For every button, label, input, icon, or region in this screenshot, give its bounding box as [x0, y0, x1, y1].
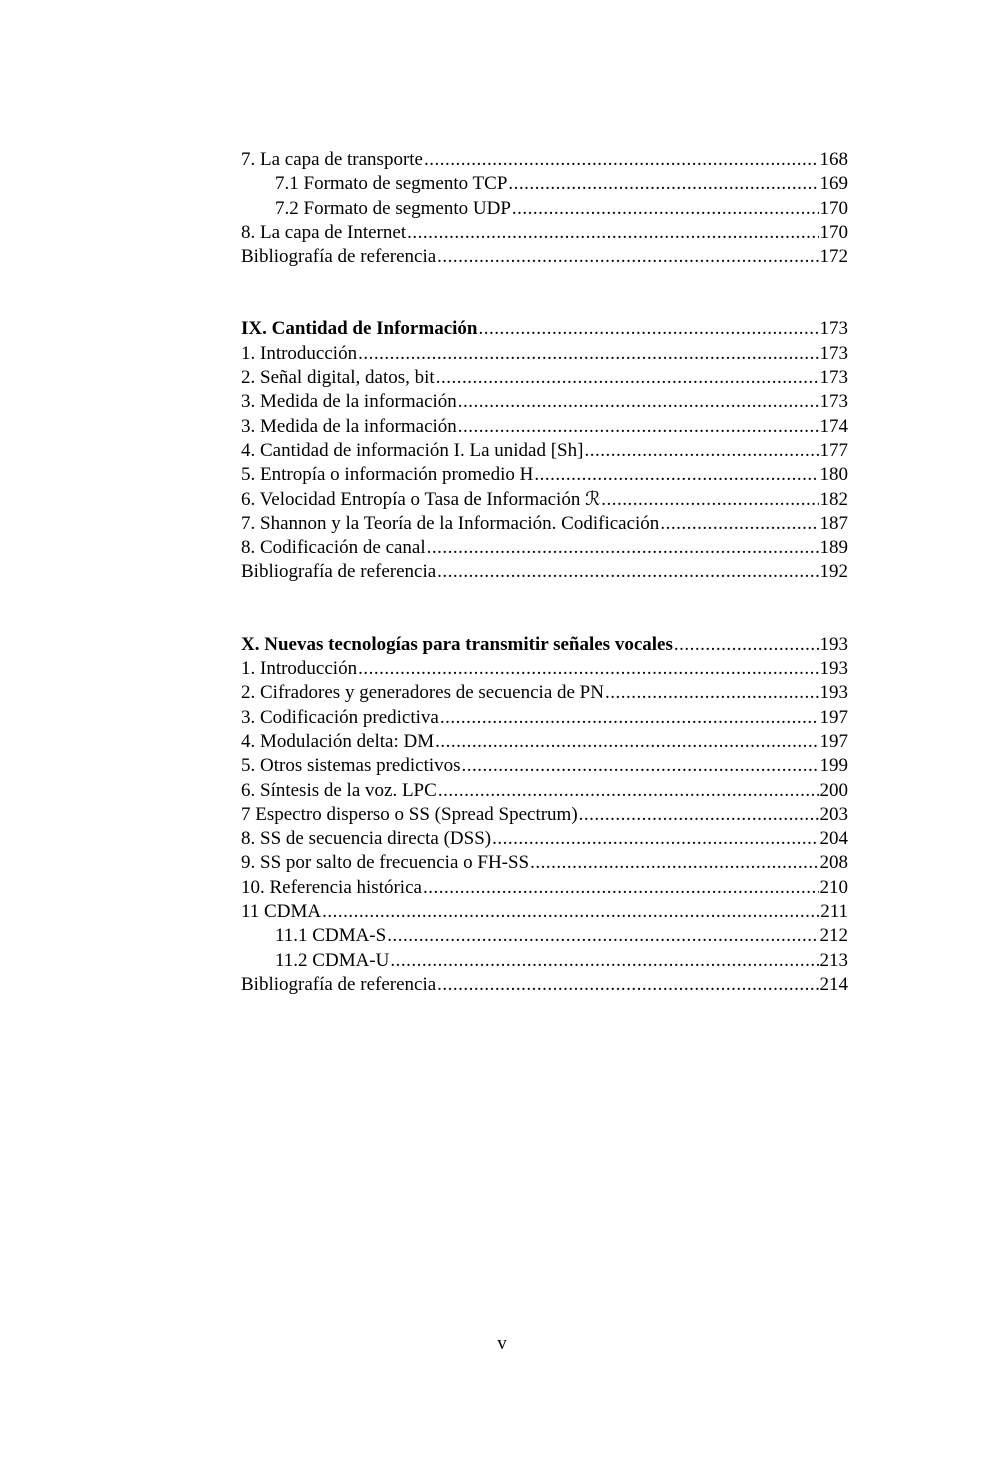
toc-page-number: 193 [819, 682, 848, 704]
toc-entry [241, 827, 848, 851]
dot-leader [492, 827, 818, 851]
toc-entry [241, 706, 848, 730]
toc-entry-title: 1. Introducción [241, 658, 358, 680]
toc-page-number: 204 [819, 828, 848, 850]
toc-entry [241, 681, 848, 705]
toc-entry [241, 342, 848, 366]
toc-entry-title: 7.1 Formato de segmento TCP [275, 173, 508, 195]
dot-leader [437, 245, 818, 269]
dot-leader [437, 973, 818, 997]
toc-entry-title: 8. La capa de Internet [241, 221, 407, 243]
toc-entry-title: X. Nuevas tecnologías para transmitir señales vocales [241, 633, 673, 655]
dot-leader [462, 754, 819, 778]
dot-leader [512, 197, 819, 221]
dot-leader [437, 560, 818, 584]
toc-entry [241, 439, 848, 463]
toc-page-number: 193 [819, 658, 848, 680]
toc-entry-title: Bibliografía de referencia [241, 246, 437, 268]
toc-section [241, 633, 848, 997]
dot-leader [435, 730, 818, 754]
dot-leader [424, 148, 819, 172]
toc-entry-title: 5. Entropía o información promedio H [241, 464, 534, 486]
toc-page-number: 177 [819, 439, 848, 461]
toc-entry [241, 803, 848, 827]
toc-entry [241, 172, 848, 196]
toc-entry-title: 4. Cantidad de información I. La unidad [Sh] [241, 439, 584, 461]
toc-entry-title: 6. Síntesis de la voz. LPC [241, 779, 437, 801]
toc-entry [241, 900, 848, 924]
toc-page-number: 210 [819, 876, 848, 898]
toc-page-number: 197 [819, 730, 848, 752]
toc-page-number: 173 [819, 391, 848, 413]
toc-page-number: 208 [819, 852, 848, 874]
toc-page-number: 192 [819, 561, 848, 583]
toc-entry-title: 7 Espectro disperso o SS (Spread Spectrum) [241, 803, 578, 825]
toc-entry [241, 415, 848, 439]
toc-page-number: 197 [819, 706, 848, 728]
toc-entry-title: 4. Modulación delta: DM [241, 730, 435, 752]
toc-entry [241, 245, 848, 269]
toc-entry [241, 390, 848, 414]
toc-entry-title: 8. SS de secuencia directa (DSS) [241, 828, 492, 850]
toc-entry-title: 6. Velocidad Entropía o Tasa de Información ℛ [241, 488, 601, 510]
toc-page-number: 170 [819, 221, 848, 243]
toc-page-number: 187 [819, 512, 848, 534]
toc-page-number: 193 [819, 633, 848, 655]
toc-chapter-heading [241, 317, 848, 341]
toc-entry-title: 10. Referencia histórica [241, 876, 422, 898]
toc-entry [241, 779, 848, 803]
dot-leader [530, 851, 818, 875]
toc-section [241, 317, 848, 584]
toc-entry [241, 949, 848, 973]
toc-entry [241, 560, 848, 584]
dot-leader [584, 439, 818, 463]
table-of-contents [241, 148, 848, 997]
toc-entry-title: 3. Medida de la información [241, 415, 457, 437]
toc-entry [241, 488, 848, 512]
dot-leader [427, 536, 819, 560]
dot-leader [436, 366, 819, 390]
toc-entry [241, 536, 848, 560]
toc-entry [241, 221, 848, 245]
toc-entry [241, 148, 848, 172]
dot-leader [423, 876, 819, 900]
dot-leader [458, 415, 819, 439]
toc-page-number: 170 [819, 197, 848, 219]
toc-page-number: 173 [819, 342, 848, 364]
dot-leader [358, 342, 818, 366]
toc-entry-title: 1. Introducción [241, 342, 358, 364]
toc-page-number: 213 [819, 949, 848, 971]
toc-entry-title: 3. Codificación predictiva [241, 706, 439, 728]
toc-entry-title: 7. La capa de transporte [241, 149, 423, 170]
toc-page-number: 189 [819, 537, 848, 559]
page-number-footer: v [497, 1333, 507, 1354]
toc-entry [241, 512, 848, 536]
toc-entry [241, 876, 848, 900]
toc-section [241, 148, 848, 269]
toc-page-number: 173 [819, 318, 848, 340]
dot-leader [390, 949, 818, 973]
toc-entry [241, 366, 848, 390]
toc-page-number: 182 [819, 488, 848, 510]
toc-entry-title: Bibliografía de referencia [241, 561, 437, 583]
toc-entry-title: 2. Señal digital, datos, bit [241, 367, 435, 389]
toc-entry [241, 463, 848, 487]
dot-leader [478, 317, 818, 341]
dot-leader [322, 900, 819, 924]
dot-leader [438, 779, 819, 803]
toc-entry-title: 8. Codificación de canal [241, 537, 426, 559]
toc-page-number: 211 [820, 901, 848, 923]
dot-leader [660, 512, 818, 536]
toc-entry-title: 5. Otros sistemas predictivos [241, 755, 461, 777]
toc-page-number: 169 [819, 173, 848, 195]
toc-entry [241, 197, 848, 221]
dot-leader [605, 681, 819, 705]
toc-page-number: 173 [819, 367, 848, 389]
toc-page-number: 180 [819, 464, 848, 486]
toc-entry-title: 11 CDMA [241, 901, 322, 923]
toc-entry-title: 3. Medida de la información [241, 391, 457, 413]
toc-entry [241, 657, 848, 681]
dot-leader [674, 633, 819, 657]
dot-leader [387, 924, 818, 948]
dot-leader [508, 172, 818, 196]
dot-leader [458, 390, 819, 414]
toc-chapter-heading [241, 633, 848, 657]
toc-page-number: 214 [819, 973, 848, 995]
toc-page-number: 199 [819, 755, 848, 777]
dot-leader [534, 463, 818, 487]
dot-leader [440, 706, 819, 730]
toc-entry-title: 7.2 Formato de segmento UDP [275, 197, 511, 219]
toc-entry [241, 924, 848, 948]
dot-leader [358, 657, 818, 681]
dot-leader [601, 488, 818, 512]
toc-entry-title: Bibliografía de referencia [241, 973, 437, 995]
toc-page-number: 168 [819, 149, 848, 170]
toc-page-number: 172 [819, 246, 848, 268]
dot-leader [579, 803, 819, 827]
toc-entry [241, 973, 848, 997]
toc-page-number: 174 [819, 415, 848, 437]
toc-page-number: 200 [819, 779, 848, 801]
toc-entry [241, 851, 848, 875]
toc-entry-title: 9. SS por salto de frecuencia o FH-SS [241, 852, 530, 874]
toc-entry-title: 2. Cifradores y generadores de secuencia de PN [241, 682, 604, 704]
toc-entry-title: 11.2 CDMA-U [275, 949, 390, 971]
dot-leader [407, 221, 818, 245]
toc-page-number: 203 [819, 803, 848, 825]
toc-entry [241, 730, 848, 754]
toc-entry-title: 7. Shannon y la Teoría de la Información. Codificación [241, 512, 660, 534]
toc-entry-title: 11.1 CDMA-S [275, 925, 387, 947]
toc-entry [241, 754, 848, 778]
toc-entry-title: IX. Cantidad de Información [241, 318, 478, 340]
toc-page-number: 212 [819, 925, 848, 947]
